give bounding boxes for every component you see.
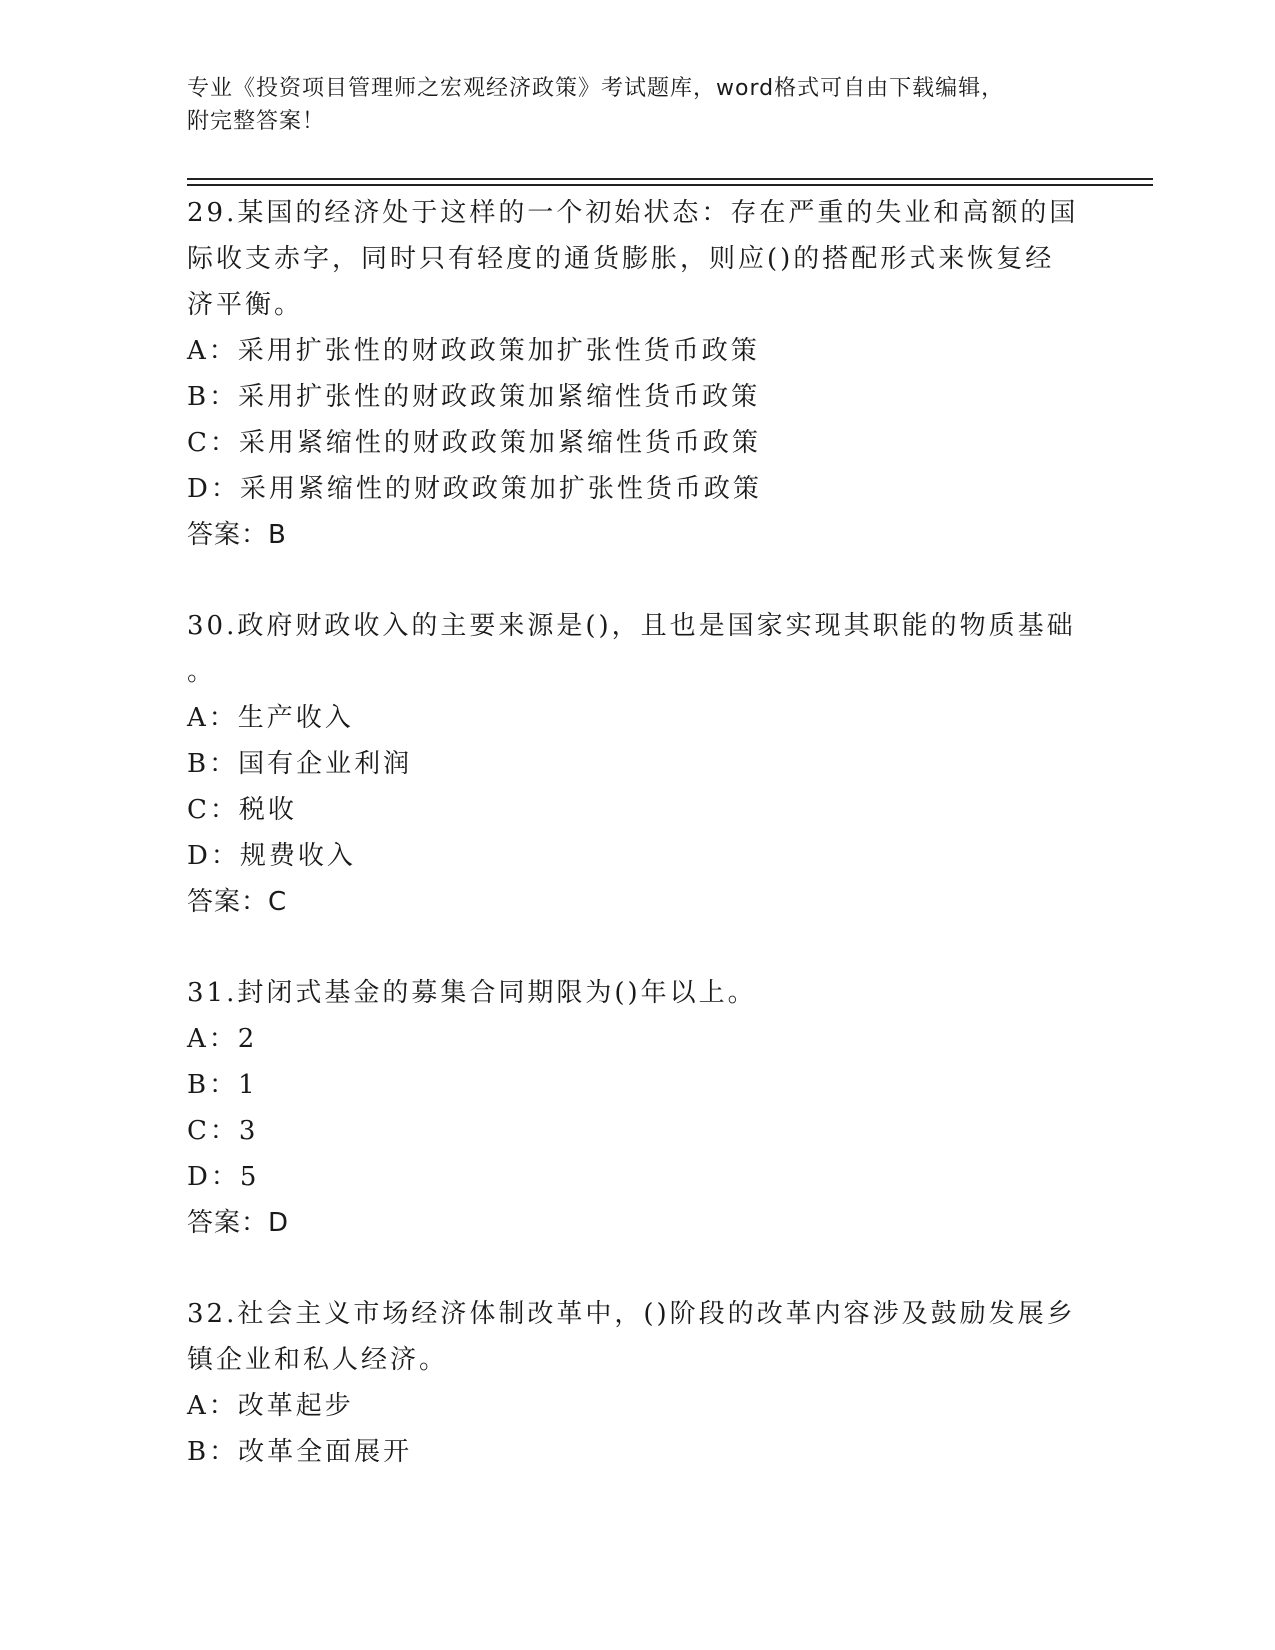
question-32 bbox=[187, 1291, 1087, 1475]
question-30 bbox=[187, 603, 1087, 925]
question-text-line: 29.某国的经济处于这样的一个初始状态：存在严重的失业和高额的国 bbox=[187, 198, 1079, 228]
option-b: B：改革全面展开 bbox=[187, 1437, 413, 1467]
question-list bbox=[187, 190, 1087, 1475]
option-d: D：5 bbox=[187, 1162, 260, 1192]
question-text-line: 。 bbox=[187, 657, 217, 687]
option-b: B：国有企业利润 bbox=[187, 749, 413, 779]
question-29 bbox=[187, 190, 1087, 558]
option-a: A：改革起步 bbox=[187, 1391, 354, 1421]
option-a: A：采用扩张性的财政政策加扩张性货币政策 bbox=[187, 336, 760, 366]
option-c: C：采用紧缩性的财政政策加紧缩性货币政策 bbox=[187, 428, 761, 458]
question-text-line: 32.社会主义市场经济体制改革中，()阶段的改革内容涉及鼓励发展乡 bbox=[187, 1299, 1076, 1329]
header-line-1: 专业《投资项目管理师之宏观经济政策》考试题库，word格式可自由下载编辑， bbox=[187, 76, 1005, 101]
option-c: C：税收 bbox=[187, 795, 297, 825]
document-header bbox=[187, 72, 1087, 138]
answer: 答案：C bbox=[187, 887, 288, 917]
question-31 bbox=[187, 970, 1087, 1246]
question-text-line: 30.政府财政收入的主要来源是()，且也是国家实现其职能的物质基础 bbox=[187, 611, 1076, 641]
option-a: A：生产收入 bbox=[187, 703, 354, 733]
option-a: A：2 bbox=[187, 1024, 258, 1054]
answer: 答案：B bbox=[187, 520, 287, 550]
question-text-line: 31.封闭式基金的募集合同期限为()年以上。 bbox=[187, 978, 757, 1008]
header-divider-top bbox=[187, 178, 1153, 180]
question-text-line: 济平衡。 bbox=[187, 290, 304, 320]
option-d: D：规费收入 bbox=[187, 841, 356, 871]
option-c: C：3 bbox=[187, 1116, 259, 1146]
question-text-line: 际收支赤字，同时只有轻度的通货膨胀，则应()的搭配形式来恢复经 bbox=[187, 244, 1055, 274]
option-b: B：1 bbox=[187, 1070, 258, 1100]
option-d: D：采用紧缩性的财政政策加扩张性货币政策 bbox=[187, 474, 762, 504]
header-line-2: 附完整答案！ bbox=[187, 109, 326, 134]
question-text-line: 镇企业和私人经济。 bbox=[187, 1345, 449, 1375]
option-b: B：采用扩张性的财政政策加紧缩性货币政策 bbox=[187, 382, 761, 412]
header-divider-bottom bbox=[187, 184, 1153, 186]
answer: 答案：D bbox=[187, 1208, 290, 1238]
